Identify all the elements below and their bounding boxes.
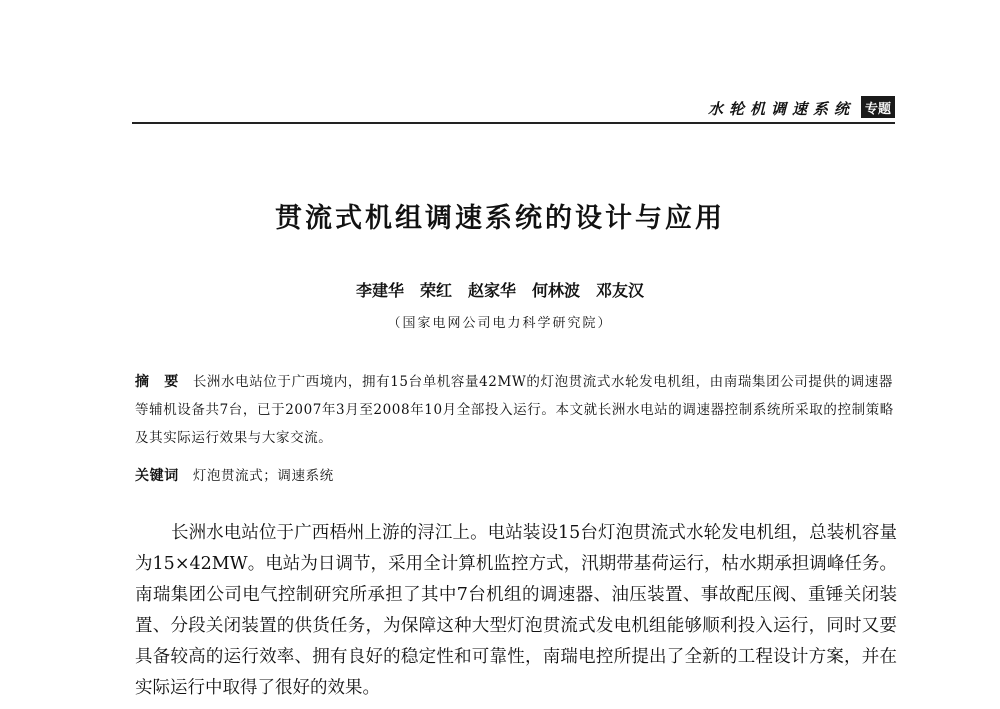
body-paragraph: 长洲水电站位于广西梧州上游的浔江上。电站装设15台灯泡贯流式水轮发电机组，总装机容量为15×42MW。电站为日调节，采用全计算机监控方式，汛期带基荷运行，枯水期承担调峰任务。南瑞集团公司电气控制研究所承担了其中7台机组的调速器、油压装置、事故配压阀、重锤关闭装置、分段关闭装置的供货任务，为保障这种大型灯泡贯流式发电机组能够顺利投入运行，同时又要具备较高的运行效率、拥有良好的稳定性和可靠性，南瑞电控所提出了全新的工程设计方案，并在实际运行中取得了很好的效果。 [135,523,897,698]
keywords-text: 灯泡贯流式；调速系统 [192,468,334,484]
abstract-label: 摘 要 [135,374,179,390]
section-title: 水轮机调速系统 [707,100,855,118]
keywords [135,464,895,488]
affiliation: （国家电网公司电力科学研究院） [387,316,613,331]
running-header [132,96,895,124]
abstract [135,368,895,452]
section-badge: 专题 [861,96,895,118]
abstract-text: 长洲水电站位于广西境内，拥有15台单机容量42MW的灯泡贯流式水轮发电机组，由南瑞集团公司提供的调速器等辅机设备共7台，已于2007年3月至2008年10月全部投入运行。本文就长洲水电站的调速器控制系统所采取的控制策略及其实际运行效果与大家交流。 [135,374,894,446]
author-list: 李建华 荣红 赵家华 何林波 邓友汉 [355,281,644,300]
paper-title: 贯流式机组调速系统的设计与应用 [275,203,725,234]
keywords-label: 关键词 [135,468,179,484]
